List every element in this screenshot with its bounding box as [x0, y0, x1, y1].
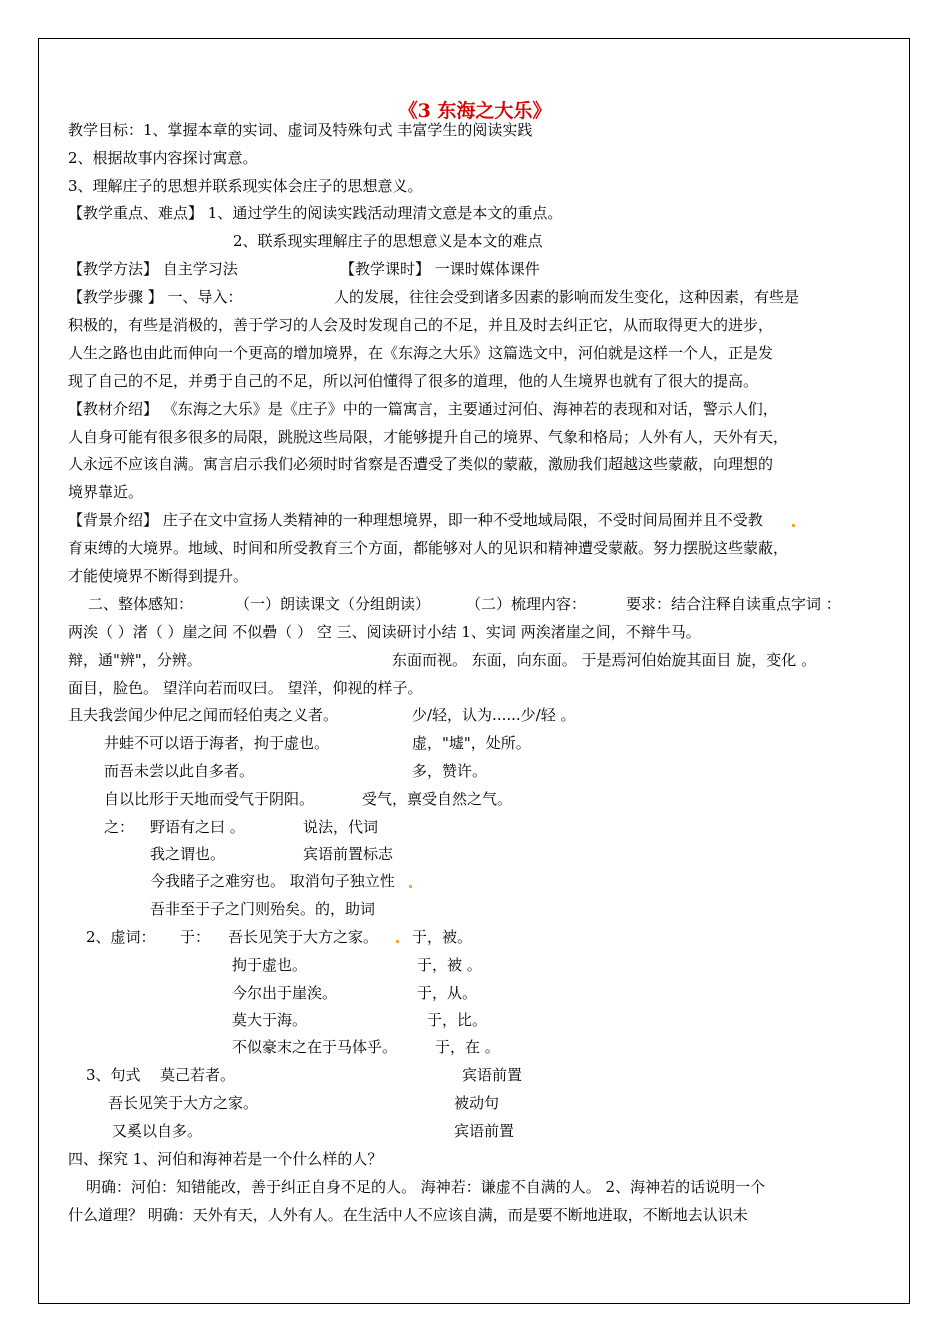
line-text: 才能使境界不断得到提升。 [68, 567, 249, 585]
line-text: 受气，禀受自然之气。 [362, 790, 513, 808]
highlight-dot [409, 885, 412, 888]
line-text: 【教学重点、难点】 1、通过学生的阅读实践活动理清文意是本文的重点。 [68, 204, 563, 222]
line-text: 少/轻，认为......少/轻 。 [412, 706, 576, 724]
page-title: 《3 东海之大乐》 [398, 100, 552, 122]
line-text: 且夫我尝闻少仲尼之闻而轻伯夷之义者。 [68, 706, 339, 724]
line-text: 3、句式 [86, 1066, 141, 1084]
line-text: 于： [180, 928, 211, 946]
line-text: 二、整体感知： [88, 595, 194, 613]
line-text: 野语有之曰 。 [150, 818, 245, 836]
line-text: 两涘（ ）渚（ ）崖之间 不似礨（ ） 空 三、阅读研讨小结 1、实词 两涘渚崖之间，不辩牛马。 [68, 623, 701, 641]
line-text: 人生之路也由此而伸向一个更高的增加境界，在《东海之大乐》这篇选文中，河伯就是这样一个人，正是发 [68, 344, 774, 362]
line-text: 【教学步骤 】 一、导入： [68, 288, 243, 306]
line-text: 于，在 。 [435, 1038, 500, 1056]
line-text: 而吾未尝以此自多者。 [104, 762, 255, 780]
line-text: 明确：河伯：知错能改，善于纠正自身不足的人。 海神若：谦虚不自满的人。 2、海神若的话说明一个 [86, 1178, 766, 1196]
line-text: 多，赞许。 [412, 762, 488, 780]
line-text: 莫己若者。 [160, 1066, 236, 1084]
line-text: 四、探究 1、河伯和海神若是一个什么样的人？ [68, 1150, 383, 1168]
line-text: 自以比形于天地而受气于阴阳。 [104, 790, 315, 808]
line-text: 人自身可能有很多很多的局限，跳脱这些局限，才能够提升自己的境界、气象和格局；人外有人，天外有天， [68, 428, 789, 446]
line-text: 2、联系现实理解庄子的思想意义是本文的难点 [233, 232, 543, 250]
line-text: 什么道理？ 明确：天外有天，人外有人。在生活中人不应该自满，而是要不断地进取，不断地去认识未 [68, 1206, 748, 1224]
line-text: 人永远不应该自满。寓言启示我们必须时时省察是否遭受了类似的蒙蔽，激励我们超越这些蒙蔽，向理想的 [68, 455, 774, 473]
line-text: 今我睹子之难穷也。 取消句子独立性 [150, 872, 395, 890]
line-text: 于，被 。 [417, 956, 482, 974]
line-text: 吾非至于子之门则殆矣。的，助词 [150, 900, 376, 918]
line-text: 又奚以自多。 [112, 1122, 203, 1140]
line-text: 宾语前置标志 [303, 845, 394, 863]
line-text: 境界靠近。 [68, 483, 144, 501]
line-text: 东面而视。 东面，向东面。 于是焉河伯始旋其面目 旋，变化 。 [392, 651, 817, 669]
line-text: 【背景介绍】 庄子在文中宣扬人类精神的一种理想境界，即一种不受地域局限，不受时间局囿并且不受教 [68, 511, 763, 529]
line-text: 被动句 [454, 1094, 500, 1112]
line-text: 【教学课时】 一课时媒体课件 [340, 260, 540, 278]
line-text: 要求：结合注释自读重点字词 ： [626, 595, 841, 613]
line-text: 宾语前置 [462, 1066, 523, 1084]
line-text: 辩，通"辨"，分辨。 [68, 651, 202, 669]
line-text: （二）梳理内容： [466, 595, 587, 613]
line-text: 教学目标：1、掌握本章的实词、虚词及特殊句式 丰富学生的阅读实践 [68, 121, 533, 139]
line-text: 积极的，有些是消极的，善于学习的人会及时发现自己的不足，并且及时去纠正它，从而取得更大的进步， [68, 316, 774, 334]
line-text: 说法，代词 [303, 818, 379, 836]
line-text: 现了自己的不足，并勇于自己的不足，所以河伯懂得了很多的道理，他的人生境界也就有了很大的提高。 [68, 372, 759, 390]
line-text: 吾长见笑于大方之家。 [228, 928, 379, 946]
line-text: 莫大于海。 [232, 1011, 308, 1029]
line-text: 2、根据故事内容探讨寓意。 [68, 149, 258, 167]
line-text: 我之谓也。 [150, 845, 226, 863]
line-text: 3、理解庄子的思想并联系现实体会庄子的思想意义。 [68, 177, 423, 195]
line-text: 虚，"墟"，处所。 [412, 734, 531, 752]
highlight-dot [792, 524, 795, 527]
line-text: 2、虚词： [86, 928, 156, 946]
line-text: （一）朗读课文（分组朗读） [235, 595, 431, 613]
line-text: 【教材介绍】 《东海之大乐》是《庄子》中的一篇寓言，主要通过河伯、海神若的表现和对话，警示人们， [68, 400, 778, 418]
line-text: 于，比。 [427, 1011, 488, 1029]
line-text: 人的发展，往往会受到诸多因素的影响而发生变化，这种因素，有些是 [334, 288, 800, 306]
line-text: 于，被。 [412, 928, 473, 946]
line-text: 拘于虚也。 [232, 956, 308, 974]
line-text: 井蛙不可以语于海者，拘于虚也。 [104, 734, 330, 752]
line-text: 不似豪末之在于马体乎。 [232, 1038, 398, 1056]
highlight-dot [396, 940, 399, 943]
line-text: 今尔出于崖涘。 [232, 984, 338, 1002]
line-text: 吾长见笑于大方之家。 [108, 1094, 259, 1112]
line-text: 于，从。 [417, 984, 478, 1002]
line-text: 之： [104, 818, 135, 836]
line-text: 宾语前置 [454, 1122, 515, 1140]
line-text: 育束缚的大境界。地域、时间和所受教育三个方面，都能够对人的见识和精神遭受蒙蔽。努力摆脱这些蒙蔽， [68, 539, 789, 557]
line-text: 【教学方法】 自主学习法 [68, 260, 238, 278]
line-text: 面目，脸色。 望洋向若而叹曰。 望洋，仰视的样子。 [68, 679, 423, 697]
